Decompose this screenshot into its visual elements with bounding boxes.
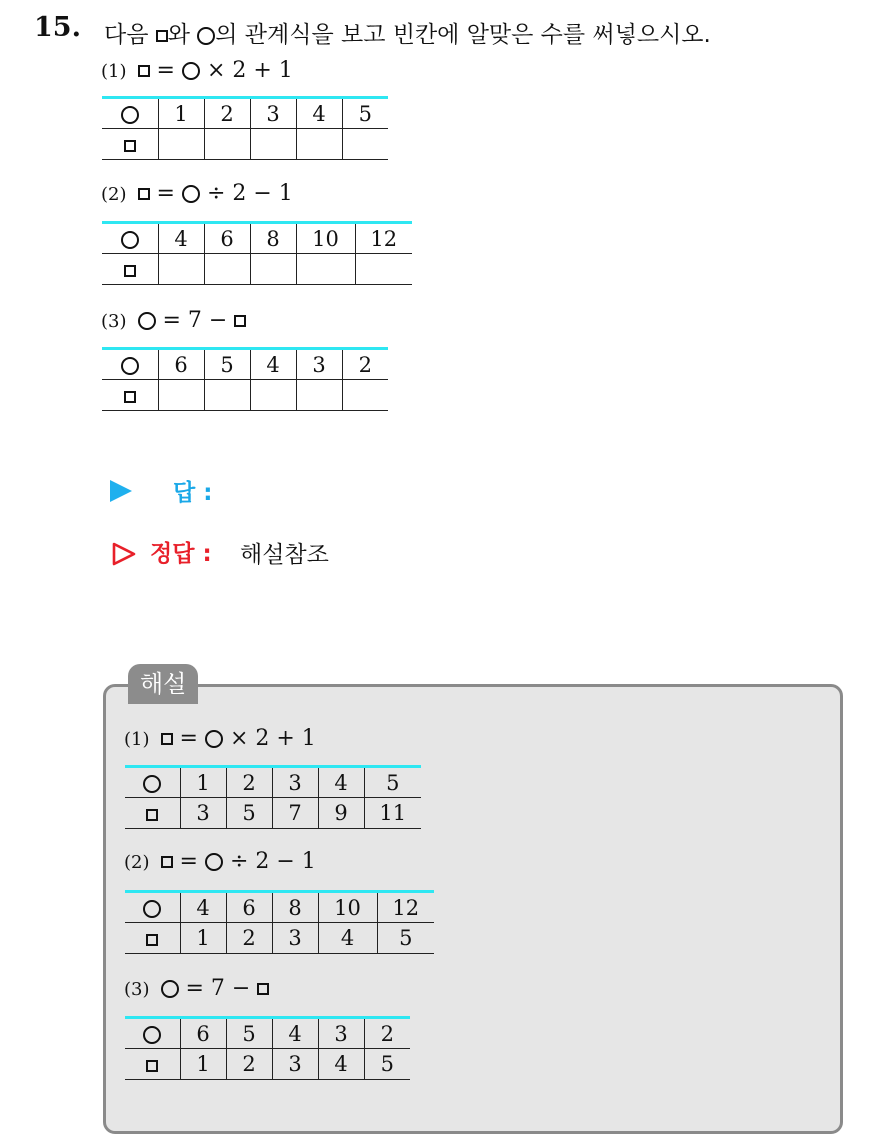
table-cell: 3 <box>250 98 296 129</box>
blank-cell[interactable] <box>355 254 412 285</box>
table-cell: 4 <box>250 349 296 380</box>
table-cell: 4 <box>296 98 342 129</box>
circle-icon <box>143 775 161 793</box>
table-cell: 12 <box>377 892 434 923</box>
table-cell: 11 <box>364 798 421 829</box>
circle-icon <box>121 231 139 249</box>
table-cell: 5 <box>342 98 388 129</box>
blank-cell[interactable] <box>158 380 204 411</box>
explanation-3-label: (3) <box>124 979 150 1000</box>
question-text-pre: 다음 <box>104 22 156 48</box>
blank-cell[interactable] <box>250 129 296 160</box>
circle-icon <box>121 357 139 375</box>
blank-cell[interactable] <box>204 129 250 160</box>
table-cell: 8 <box>250 223 296 254</box>
explanation-1-formula: (1) = × 2 + 1 <box>124 726 316 751</box>
circle-icon <box>182 62 200 80</box>
table-cell: 1 <box>180 767 226 798</box>
table-cell: 4 <box>318 1049 364 1080</box>
table-cell: 10 <box>296 223 355 254</box>
table-cell: 5 <box>226 798 272 829</box>
question-text-post: 의 관계식을 보고 빈칸에 알맞은 수를 써넣으시오. <box>215 22 711 48</box>
question-text-mid: 와 <box>167 22 198 48</box>
explanation-2-table <box>125 890 434 954</box>
blank-cell[interactable] <box>158 129 204 160</box>
table-cell: 5 <box>226 1018 272 1049</box>
problem-1-table <box>102 96 388 160</box>
table-cell: 2 <box>342 349 388 380</box>
table-cell: 2 <box>226 1049 272 1080</box>
explanation-tag: 해설 <box>128 664 198 704</box>
square-icon <box>257 983 269 995</box>
explanation-2-label: (2) <box>124 852 150 873</box>
circle-icon <box>205 853 223 871</box>
table-cell: 3 <box>272 1049 318 1080</box>
problem-2-formula: (2) = ÷ 2 − 1 <box>101 181 293 206</box>
blank-cell[interactable] <box>342 380 388 411</box>
square-icon <box>161 733 173 745</box>
explanation-3-table <box>125 1016 410 1080</box>
problem-3-label: (3) <box>101 311 127 332</box>
answer-key-label: 정답 : <box>150 541 212 567</box>
table-cell: 10 <box>318 892 377 923</box>
table-cell: 4 <box>272 1018 318 1049</box>
table-cell: 2 <box>226 923 272 954</box>
table-cell: 3 <box>318 1018 364 1049</box>
explanation-2-formula: (2) = ÷ 2 − 1 <box>124 849 316 874</box>
outline-arrow-icon <box>111 541 137 567</box>
circle-icon <box>138 312 156 330</box>
blank-cell[interactable] <box>204 254 250 285</box>
circle-icon <box>197 27 215 45</box>
table-cell: 2 <box>226 767 272 798</box>
table-cell: 3 <box>272 767 318 798</box>
table-cell: 4 <box>180 892 226 923</box>
table-cell: 1 <box>158 98 204 129</box>
blank-cell[interactable] <box>250 254 296 285</box>
explanation-1-table <box>125 765 421 829</box>
circle-icon <box>143 900 161 918</box>
blank-cell[interactable] <box>342 129 388 160</box>
table-cell: 9 <box>318 798 364 829</box>
blank-cell[interactable] <box>296 380 342 411</box>
table-cell: 5 <box>364 1049 410 1080</box>
circle-icon <box>143 1026 161 1044</box>
table-cell: 5 <box>204 349 250 380</box>
question-number: 15. <box>34 12 81 43</box>
play-arrow-icon <box>110 480 132 502</box>
square-icon <box>138 65 150 77</box>
answer-label: 답 : <box>173 480 213 506</box>
table-cell: 4 <box>158 223 204 254</box>
square-icon <box>124 265 136 277</box>
table-cell: 3 <box>180 798 226 829</box>
table-cell: 8 <box>272 892 318 923</box>
table-cell: 6 <box>180 1018 226 1049</box>
question-text <box>104 16 711 49</box>
problem-1-label: (1) <box>101 61 127 82</box>
table-cell: 2 <box>204 98 250 129</box>
table-cell: 3 <box>296 349 342 380</box>
table-cell: 5 <box>364 767 421 798</box>
circle-icon <box>182 185 200 203</box>
square-icon <box>234 315 246 327</box>
table-cell: 3 <box>272 923 318 954</box>
square-icon <box>146 1060 158 1072</box>
table-cell: 12 <box>355 223 412 254</box>
table-cell: 1 <box>180 1049 226 1080</box>
table-cell: 6 <box>158 349 204 380</box>
blank-cell[interactable] <box>158 254 204 285</box>
square-icon <box>161 856 173 868</box>
table-cell: 6 <box>226 892 272 923</box>
problem-3-table <box>102 347 388 411</box>
explanation-3-formula: (3) = 7 − <box>124 976 269 1001</box>
table-cell: 5 <box>377 923 434 954</box>
table-cell: 4 <box>318 923 377 954</box>
table-cell: 4 <box>318 767 364 798</box>
blank-cell[interactable] <box>296 254 355 285</box>
square-icon <box>146 934 158 946</box>
circle-icon <box>121 106 139 124</box>
problem-2-label: (2) <box>101 184 127 205</box>
problem-3-formula: (3) = 7 − <box>101 308 246 333</box>
table-cell: 2 <box>364 1018 410 1049</box>
problem-1-formula: (1) = × 2 + 1 <box>101 58 293 83</box>
square-icon <box>138 188 150 200</box>
square-icon <box>146 809 158 821</box>
circle-icon <box>161 980 179 998</box>
square-icon <box>124 391 136 403</box>
table-cell: 6 <box>204 223 250 254</box>
square-icon <box>156 30 168 42</box>
table-cell: 1 <box>180 923 226 954</box>
problem-2-table <box>102 221 412 285</box>
blank-cell[interactable] <box>296 129 342 160</box>
explanation-1-label: (1) <box>124 729 150 750</box>
circle-icon <box>205 730 223 748</box>
answer-key-text: 해설참조 <box>240 542 329 568</box>
table-cell: 7 <box>272 798 318 829</box>
square-icon <box>124 140 136 152</box>
blank-cell[interactable] <box>250 380 296 411</box>
blank-cell[interactable] <box>204 380 250 411</box>
